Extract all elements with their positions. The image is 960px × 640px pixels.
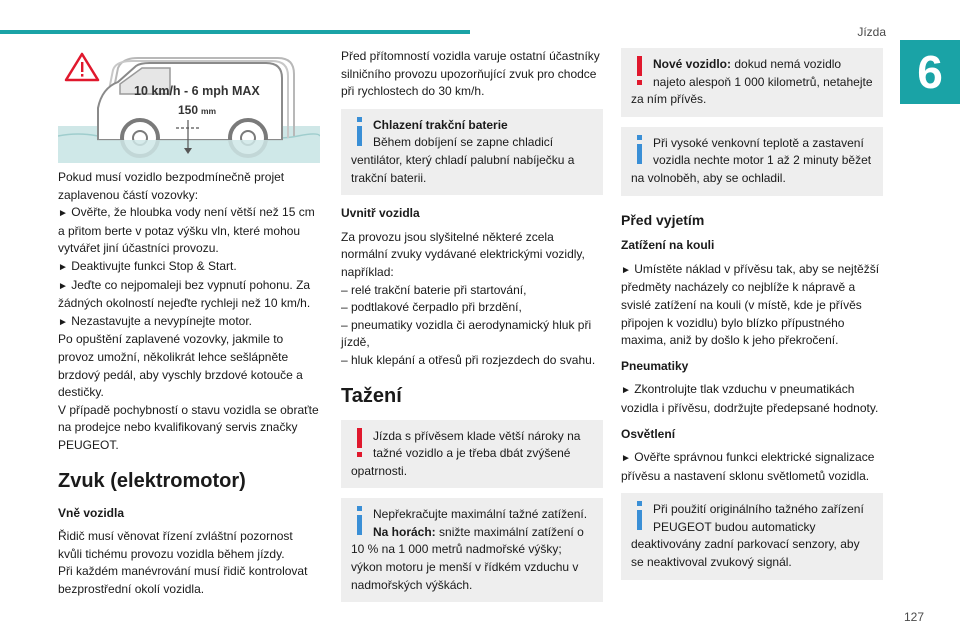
info-icon — [631, 135, 649, 167]
note-towing-care-line2: tažné vozidlo a je třeba dbát zvýšené opatrnosti. — [351, 446, 571, 478]
note-new-vehicle — [621, 48, 883, 117]
column-left — [58, 48, 320, 598]
note-new-vehicle-line2: najeto alespoň 1 000 kilometrů, netahejte za ním přívěs. — [631, 74, 873, 107]
inside-item-4: – hluk klepání a otřesů při rozjezdech do svahu. — [341, 352, 596, 367]
info-icon — [631, 501, 649, 533]
lights-step — [621, 449, 883, 485]
note-hot-weather-line1: Při vysoké venkovní teplotě a zastavení — [653, 135, 864, 150]
note-towing-load — [341, 498, 603, 602]
flood-step-3-text: Jeďte co nejpomaleji bez vypnutí pohonu. Za žádných okolností nejeďte rychleji než 10 km/h. — [58, 277, 311, 311]
heading-before-departure: Před vyjetím — [621, 211, 705, 228]
arrow-right-icon: ► — [621, 264, 631, 276]
header-accent-bar — [0, 30, 470, 34]
column-middle — [341, 48, 603, 612]
note-towing-care — [341, 420, 603, 489]
heading-sound: Zvuk (elektromotor) — [58, 469, 246, 492]
note-hot-weather — [621, 127, 883, 196]
load-step-text: Umístěte náklad v přívěsu tak, aby se nejtěžší předměty nacházely co nejblíže k nápravě a svislé zatížení na kouli (v místě, kde je přívěs připojen k vozidlu) bylo blízko přípustného maxima, aniž by došlo k jeho překročení. — [621, 261, 880, 348]
flooded-road-illustration — [58, 48, 320, 163]
flood-step-2 — [58, 258, 320, 277]
column-right — [621, 48, 883, 590]
heading-lights: Osvětlení — [621, 426, 676, 441]
note-hot-weather-line2: vozidla nechte motor 1 až 2 minuty běžet na volnoběh, aby se ochladil. — [631, 153, 872, 185]
arrow-right-icon: ► — [58, 208, 68, 220]
note-new-vehicle-line1 — [631, 56, 873, 74]
heading-outside: Vně vozidla — [58, 505, 125, 520]
arrow-right-icon: ► — [58, 316, 68, 328]
warning-icon — [351, 428, 369, 460]
note-mountain-label: Na horách: — [373, 524, 436, 539]
arrow-right-icon: ► — [58, 280, 68, 292]
chapter-number: 6 — [900, 40, 960, 104]
note-battery-text: Během dobíjení se zapne chladicí ventilátor, který chladí palubní nabíječku a trakční baterii. — [351, 135, 575, 185]
flood-after: Po opuštění zaplavené vozovky, jakmile to provoz umožní, několikrát lehce sešlápněte brzdový pedál, aby vyschly brzdové kotouče a destičky. — [58, 332, 303, 400]
note-towing-care-line1: Jízda s přívěsem klade větší nároky na — [373, 428, 581, 443]
info-icon — [351, 117, 369, 149]
sound-maneuver: Při každém manévrování musí řidič kontrolovat bezprostřední okolí vozidla. — [58, 564, 308, 596]
flood-figure — [58, 48, 320, 163]
pedestrian-warning: Před přítomností vozidla varuje ostatní účastníky silničního provozu upozorňující zvuk pro chodce při rychlostech do 30 km/h. — [341, 49, 600, 99]
load-step — [621, 261, 883, 350]
note-battery-cooling — [341, 109, 603, 195]
water-depth-unit: mm — [201, 106, 217, 116]
arrow-right-icon: ► — [621, 453, 631, 465]
flood-step-4 — [58, 313, 320, 332]
flood-doubt: V případě pochybností o stavu vozidla se obraťte na prodejce nebo kvalifikovaný servis značky PEUGEOT. — [58, 402, 319, 452]
note-mountain-text: snižte maximální zatížení o 10 % na 1 000 metrů nadmořské výšky; výkon motoru je menší v řídkém vzduchu v nadmořských výškách. — [351, 524, 584, 592]
lights-step-text: Ověřte správnou funkci elektrické signalizace přívěsu a nastavení sklonu světlometů vozidla. — [621, 450, 875, 483]
note-towing-load-line2 — [351, 524, 593, 594]
flood-step-4-text: Nezastavujte a nevypínejte motor. — [71, 313, 253, 328]
warning-icon — [631, 56, 649, 88]
note-parking-line2: PEUGEOT budou automaticky deaktivovány zadní parkovací senzory, aby se neaktivoval zvukový signál. — [631, 519, 860, 570]
flood-step-3 — [58, 277, 320, 313]
note-battery-title: Chlazení trakční baterie — [373, 117, 508, 132]
sound-driver: Řidič musí věnovat řízení zvláštní pozornost kvůli tichému provozu vozidla během jízdy. — [58, 529, 293, 561]
heading-inside: Uvnitř vozidla — [341, 206, 420, 221]
flood-step-1-text: Ověřte, že hloubka vody není větší než 15 cm a přitom berte v potaz výšku vln, které mohou vytvářet jiní účastníci provozu. — [58, 205, 315, 256]
inside-item-2: – podtlakové čerpadlo při brzdění, — [341, 300, 522, 315]
inside-intro: Za provozu jsou slyšitelné některé zcela normální zvuky vydávané elektrickými vozidly, například: — [341, 229, 585, 279]
note-new-vehicle-label: Nové vozidlo: — [653, 57, 732, 71]
water-depth-value: 150 — [178, 103, 199, 117]
note-parking-line1: Při použití originálního tažného zařízení — [653, 502, 864, 517]
section-label: Jízda — [857, 25, 886, 39]
flood-step-1 — [58, 204, 320, 258]
flood-step-2-text: Deaktivujte funkci Stop & Start. — [71, 258, 237, 273]
tyres-step — [621, 381, 883, 417]
arrow-right-icon: ► — [58, 261, 68, 273]
heading-ball-load: Zatížení na kouli — [621, 238, 715, 253]
inside-item-1: – relé trakční baterie při startování, — [341, 282, 527, 297]
heading-towing: Tažení — [341, 384, 402, 407]
heading-tyres: Pneumatiky — [621, 358, 689, 373]
page-number: 127 — [903, 610, 924, 624]
tyres-step-text: Zkontrolujte tlak vzduchu v pneumatikách vozidla i přívěsu, dodržujte předepsané hodnoty. — [621, 382, 879, 415]
arrow-right-icon: ► — [621, 385, 631, 397]
info-icon — [351, 506, 369, 538]
inside-item-3: – pneumatiky vozidla či aerodynamický hluk při jízdě, — [341, 317, 592, 350]
note-new-vehicle-text1: dokud nemá vozidlo — [731, 57, 842, 71]
note-towing-load-line1: Nepřekračujte maximální tažné zatížení. — [373, 507, 588, 522]
note-parking-sensors — [621, 493, 883, 579]
speed-limit-label: 10 km/h - 6 mph MAX — [134, 84, 260, 98]
flood-intro: Pokud musí vozidlo bezpodmínečně projet zaplavenou částí vozovky: — [58, 170, 285, 202]
